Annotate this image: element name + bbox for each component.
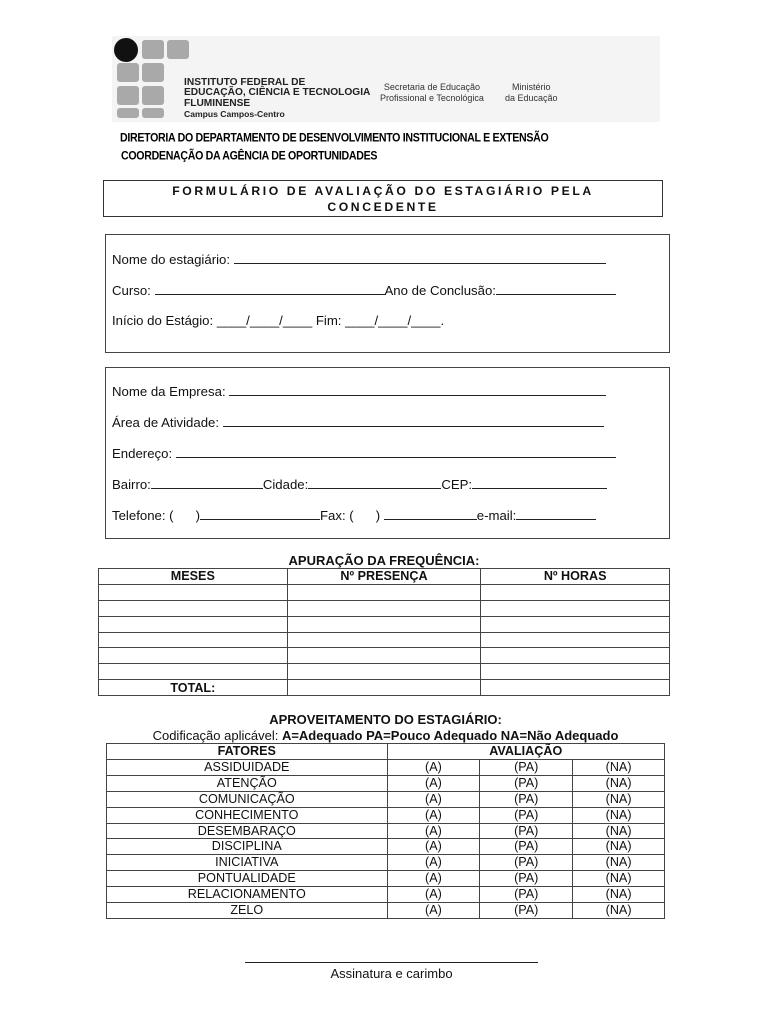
rating-option-cell[interactable]: (PA) <box>480 807 573 823</box>
fill-line <box>155 293 385 295</box>
rating-option-cell[interactable]: (A) <box>387 791 480 807</box>
table-row <box>99 616 670 632</box>
table-cell[interactable] <box>287 616 481 632</box>
factor-cell: COMUNICAÇÃO <box>107 791 388 807</box>
table-row <box>107 791 665 807</box>
table-row <box>99 664 670 680</box>
factor-cell: ATENÇÃO <box>107 775 388 791</box>
rating-option-cell[interactable]: (PA) <box>480 839 573 855</box>
logo-square <box>117 108 139 118</box>
rating-option-cell[interactable]: (PA) <box>480 759 573 775</box>
phone-fax-email-field[interactable]: Telefone: ( ) Fax: ( ) e-mail: <box>112 508 596 523</box>
evaluation-table <box>106 743 665 919</box>
table-cell[interactable] <box>99 616 288 632</box>
table-row <box>99 584 670 600</box>
form-title: FORMULÁRIO DE AVALIAÇÃO DO ESTAGIÁRIO PELA CONCEDENTE <box>103 180 663 217</box>
fill-line <box>234 262 606 264</box>
factor-cell: CONHECIMENTO <box>107 807 388 823</box>
table-cell[interactable] <box>99 664 288 680</box>
fill-line <box>151 487 263 489</box>
fill-line <box>472 487 607 489</box>
table-cell[interactable] <box>99 584 288 600</box>
rating-option-cell[interactable]: (NA) <box>573 871 665 887</box>
table-cell[interactable] <box>481 648 670 664</box>
table-cell[interactable] <box>287 632 481 648</box>
student-name-field[interactable]: Nome do estagiário: <box>112 252 606 267</box>
column-header-months: MESES <box>99 569 288 585</box>
table-header-row <box>107 744 665 760</box>
evaluation-coding-legend: Codificação aplicável: A=Adequado PA=Pouco Adequado NA=Não Adequado <box>152 728 619 743</box>
table-cell[interactable] <box>481 584 670 600</box>
evaluation-title: APROVEITAMENTO DO ESTAGIÁRIO: <box>269 712 502 727</box>
company-info-box <box>105 367 670 539</box>
factor-cell: ZELO <box>107 903 388 919</box>
fill-line <box>384 518 477 520</box>
rating-option-cell[interactable]: (PA) <box>480 871 573 887</box>
rating-option-cell[interactable]: (PA) <box>480 855 573 871</box>
logo-square <box>142 63 164 82</box>
logo-square <box>142 86 164 105</box>
fill-line <box>516 518 596 520</box>
factor-cell: RELACIONAMENTO <box>107 887 388 903</box>
table-cell[interactable] <box>481 632 670 648</box>
total-row <box>99 680 670 696</box>
rating-option-cell[interactable]: (NA) <box>573 855 665 871</box>
fill-line <box>176 456 616 458</box>
rating-option-cell[interactable]: (PA) <box>480 887 573 903</box>
neighborhood-city-cep-field[interactable]: Bairro: Cidade: CEP: <box>112 477 607 492</box>
signature-label: Assinatura e carimbo <box>330 966 453 981</box>
coordenacao-heading: COORDENAÇÃO DA AGÊNCIA DE OPORTUNIDADES <box>121 149 378 163</box>
factor-cell: PONTUALIDADE <box>107 871 388 887</box>
factor-cell: INICIATIVA <box>107 855 388 871</box>
rating-option-cell[interactable]: (NA) <box>573 775 665 791</box>
address-field[interactable]: Endereço: <box>112 446 616 461</box>
table-row <box>107 823 665 839</box>
rating-option-cell[interactable]: (A) <box>387 775 480 791</box>
diretoria-heading: DIRETORIA DO DEPARTAMENTO DE DESENVOLVIMENTO INSTITUCIONAL E EXTENSÃO <box>120 131 549 145</box>
logo-circle <box>114 38 138 62</box>
rating-option-cell[interactable]: (A) <box>387 823 480 839</box>
company-name-field[interactable]: Nome da Empresa: <box>112 384 606 399</box>
rating-option-cell[interactable]: (A) <box>387 855 480 871</box>
fill-line <box>200 518 320 520</box>
rating-option-cell[interactable]: (NA) <box>573 759 665 775</box>
table-row <box>107 775 665 791</box>
table-row <box>107 887 665 903</box>
total-label: TOTAL: <box>99 680 288 696</box>
rating-option-cell[interactable]: (NA) <box>573 887 665 903</box>
table-cell[interactable] <box>481 664 670 680</box>
rating-option-cell[interactable]: (A) <box>387 759 480 775</box>
institution-logo-banner <box>112 36 672 132</box>
ministerio-name: Ministério da Educação <box>505 82 558 103</box>
factor-cell: DISCIPLINA <box>107 839 388 855</box>
column-header-evaluation: AVALIAÇÃO <box>387 744 664 760</box>
rating-option-cell[interactable]: (A) <box>387 903 480 919</box>
table-cell[interactable] <box>481 616 670 632</box>
internship-dates-field[interactable]: Início do Estágio: ____/____/____ Fim: ____/____/____. <box>112 313 445 328</box>
table-row <box>99 632 670 648</box>
frequency-title: APURAÇÃO DA FREQUÊNCIA: <box>288 553 480 568</box>
table-cell[interactable] <box>287 648 481 664</box>
frequency-table <box>98 568 670 696</box>
rating-option-cell[interactable]: (A) <box>387 839 480 855</box>
table-row <box>99 600 670 616</box>
column-header-presence: Nº PRESENÇA <box>287 569 481 585</box>
logo-square <box>117 63 139 82</box>
logo-square <box>117 86 139 105</box>
table-cell[interactable] <box>481 600 670 616</box>
table-cell[interactable] <box>287 584 481 600</box>
logo-square <box>142 40 164 59</box>
table-row <box>107 871 665 887</box>
fill-line <box>229 394 606 396</box>
table-header-row <box>99 569 670 585</box>
table-row <box>107 903 665 919</box>
rating-option-cell[interactable]: (A) <box>387 871 480 887</box>
rating-option-cell[interactable]: (NA) <box>573 791 665 807</box>
rating-option-cell[interactable]: (PA) <box>480 903 573 919</box>
rating-option-cell[interactable]: (NA) <box>573 823 665 839</box>
rating-option-cell[interactable]: (NA) <box>573 903 665 919</box>
rating-option-cell[interactable]: (PA) <box>480 823 573 839</box>
column-header-factors: FATORES <box>107 744 388 760</box>
secretaria-name: Secretaria de Educação Profissional e Tecnológica <box>380 82 484 103</box>
rating-option-cell[interactable]: (NA) <box>573 807 665 823</box>
institute-name: INSTITUTO FEDERAL DE EDUCAÇÃO, CIÊNCIA E TECNOLOGIA FLUMINENSE Campus Campos-Centro <box>184 77 371 120</box>
logo-square <box>167 40 189 59</box>
table-row <box>107 759 665 775</box>
signature-line <box>245 962 538 963</box>
table-cell[interactable] <box>99 648 288 664</box>
rating-option-cell[interactable]: (PA) <box>480 791 573 807</box>
factor-cell: DESEMBARAÇO <box>107 823 388 839</box>
table-cell[interactable] <box>99 600 288 616</box>
table-row <box>107 855 665 871</box>
table-row <box>107 807 665 823</box>
table-cell[interactable] <box>287 600 481 616</box>
table-row <box>107 839 665 855</box>
table-cell[interactable] <box>99 632 288 648</box>
table-row <box>99 648 670 664</box>
fill-line <box>223 425 604 427</box>
table-cell[interactable] <box>287 664 481 680</box>
factor-cell: ASSIDUIDADE <box>107 759 388 775</box>
rating-option-cell[interactable]: (PA) <box>480 775 573 791</box>
fill-line <box>496 293 616 295</box>
fill-line <box>308 487 441 489</box>
course-field[interactable]: Curso: Ano de Conclusão: <box>112 283 616 298</box>
rating-option-cell[interactable]: (NA) <box>573 839 665 855</box>
table-cell[interactable] <box>287 680 481 696</box>
rating-option-cell[interactable]: (A) <box>387 807 480 823</box>
logo-square <box>142 108 164 118</box>
rating-option-cell[interactable]: (A) <box>387 887 480 903</box>
activity-area-field[interactable]: Área de Atividade: <box>112 415 604 430</box>
student-info-box <box>105 234 670 353</box>
table-cell[interactable] <box>481 680 670 696</box>
column-header-hours: Nº HORAS <box>481 569 670 585</box>
